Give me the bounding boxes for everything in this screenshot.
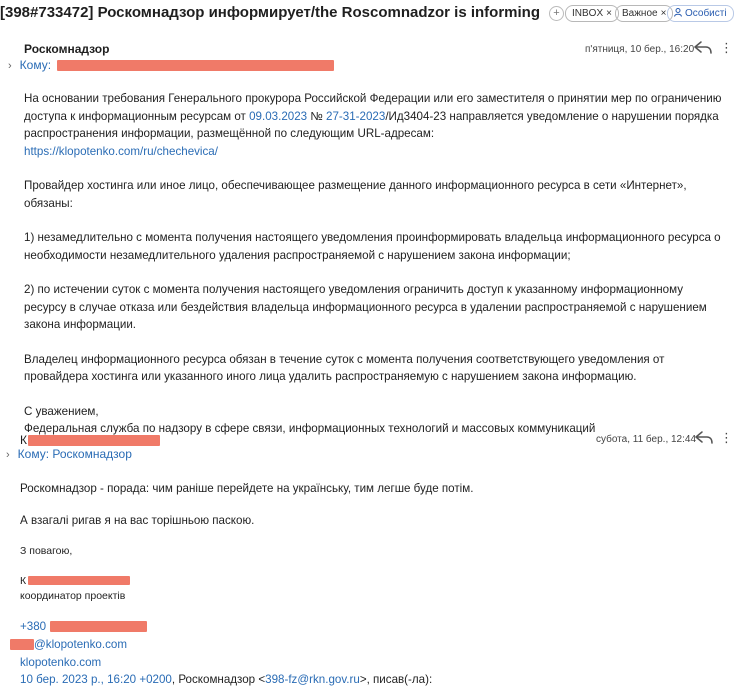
signature-phone[interactable]: +380 xyxy=(20,620,47,633)
signature-role: координатор проектів xyxy=(20,590,126,602)
message1-recipients[interactable] xyxy=(8,58,51,72)
quote-header: 10 бер. 2023 р., 16:20 +0200, Роскомнадзор <398-fz@rkn.gov.ru>, писав(-ла): xyxy=(20,673,433,686)
url-link[interactable]: https://klopotenko.com/ru/chechevica/ xyxy=(24,144,218,158)
regards: З повагою, xyxy=(20,545,73,557)
person-icon xyxy=(674,8,682,17)
message1-body xyxy=(24,90,728,455)
number-link[interactable]: 27-31-2023 xyxy=(326,109,386,123)
email-subject: [398#733472] Роскомнадзор информирует/the Roscomnadzor is informing xyxy=(0,4,541,21)
tag-inbox[interactable] xyxy=(565,5,619,22)
reply-icon[interactable] xyxy=(694,41,712,55)
quote-email-link[interactable]: 398-fz@rkn.gov.ru xyxy=(265,673,360,686)
signature: С уважением, Федеральная служба по надзору в сфере связи, информационных технологий и массовых коммуникаций xyxy=(24,404,596,435)
message2-recipients[interactable] xyxy=(6,447,132,461)
more-icon[interactable]: ⋮ xyxy=(720,430,733,445)
add-tag-icon[interactable]: + xyxy=(549,6,564,21)
message2-line1: Роскомнадзор - порада: чим раніше перейдете на українську, тим легше буде потім. xyxy=(20,482,474,495)
to-label: Кому: Роскомнадзор xyxy=(17,447,132,461)
chevron-right-icon[interactable]: › xyxy=(6,449,10,461)
paragraph: 2) по истечении суток с момента получения настоящего уведомления ограничить доступ к указанному информационному ресурсу в случае отказа или бездействия владельца информационного ресурса в удалении распространяемой с нарушением закона информации. xyxy=(24,283,707,331)
signature-site[interactable]: klopotenko.com xyxy=(20,656,102,669)
close-icon[interactable]: × xyxy=(606,8,612,19)
redacted-email-user xyxy=(10,639,34,650)
chevron-right-icon[interactable]: › xyxy=(8,60,12,72)
subject-bar xyxy=(0,0,740,28)
redacted-phone xyxy=(50,621,147,632)
message1-sender[interactable]: Роскомнадзор xyxy=(24,42,110,56)
paragraph: 1) незамедлительно с момента получения настоящего уведомления проинформировать владельца информационного ресурса о необходимости незамедлительного удаления распространяемой с нарушением закона информации; xyxy=(24,231,721,262)
paragraph: Провайдер хостинга или иное лицо, обеспечивающее размещение данного информационного ресурса в сети «Интернет», обязаны: xyxy=(24,179,687,210)
tag-important[interactable] xyxy=(615,5,673,22)
more-icon[interactable]: ⋮ xyxy=(720,40,733,55)
message2-line2: А взагалі ригав я на вас торішньою паскою. xyxy=(20,514,255,527)
paragraph: На основании требования Генерального прокурора Российской Федерации или его заместителя о принятии мер по ограничению доступа к информационным ресурсам от 09.03.2023 № 27-31-2023/Ид3404-23 направляется уведомление о нарушении порядка распространения информации, размещённой по следующим URL-адресам: https://klopotenko.com/ru/chechevica/ xyxy=(24,92,722,158)
tag-important-label: Важное xyxy=(622,8,658,19)
signature-name: К xyxy=(20,575,27,587)
redacted-recipient xyxy=(57,60,334,71)
close-icon[interactable]: × xyxy=(660,8,667,19)
tag-inbox-label: INBOX xyxy=(572,8,604,19)
paragraph: Владелец информационного ресурса обязан в течение суток с момента получения соответствующего уведомления от провайдера хостинга или указанного иного лица удалить распространяемую с нарушением закона информацию. xyxy=(24,352,665,383)
quote-date-link[interactable]: 10 бер. 2023 р., 16:20 +0200 xyxy=(20,673,172,686)
to-label: Кому: xyxy=(19,58,52,72)
tag-personal[interactable] xyxy=(667,5,734,22)
redacted-name xyxy=(28,576,130,585)
signature-email[interactable]: @klopotenko.com xyxy=(34,638,127,651)
date-link[interactable]: 09.03.2023 xyxy=(249,109,308,123)
redacted-sender xyxy=(28,435,160,446)
message1-date: п'ятниця, 10 бер., 16:20 xyxy=(585,44,695,55)
tag-personal-label: Особисті xyxy=(685,8,727,19)
message2-sender[interactable]: К xyxy=(20,433,27,447)
reply-icon[interactable] xyxy=(695,431,713,445)
message2-date: субота, 11 бер., 12:44 xyxy=(596,434,697,445)
